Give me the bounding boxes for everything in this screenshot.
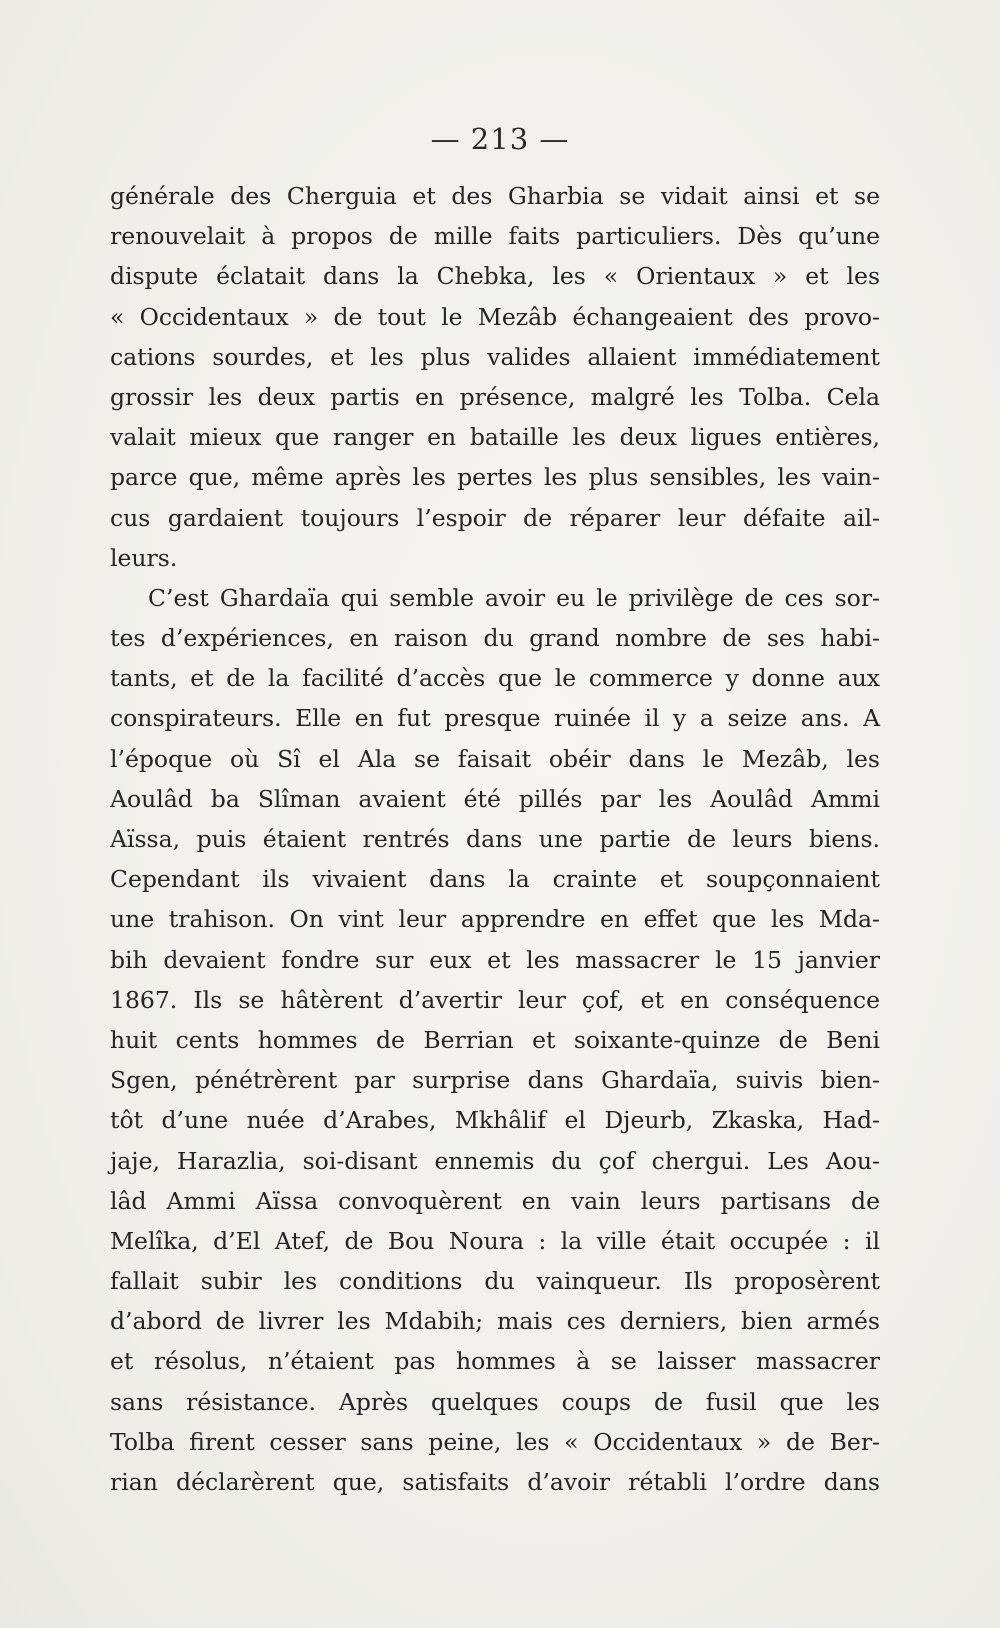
text-line: Aïssa, puis étaient rentrés dans une partie de leurs biens.	[110, 825, 880, 853]
text-line: tes d’expériences, en raison du grand nombre de ses habi-	[110, 624, 880, 653]
text-line: fallait subir les conditions du vainqueur. Ils proposèrent	[110, 1267, 880, 1296]
page-number: — 213 —	[430, 122, 570, 156]
text-line: Aoulâd ba Slîman avaient été pillés par les Aoulâd Ammi	[110, 784, 880, 813]
text-line: cations sourdes, et les plus valides allaient immédiatement	[110, 342, 880, 371]
text-line: dispute éclatait dans la Chebka, les « Orientaux » et les	[110, 262, 880, 291]
text-line: cus gardaient toujours l’espoir de réparer leur défaite ail-	[110, 503, 880, 532]
text-line: valait mieux que ranger en bataille les deux ligues entières,	[110, 423, 880, 452]
text-line: et résolus, n’étaient pas hommes à se laisser massacrer	[110, 1347, 880, 1376]
text-line: renouvelait à propos de mille faits particuliers. Dès qu’une	[110, 222, 880, 251]
text-line: Melîka, d’El Atef, de Bou Noura : la ville était occupée : il	[110, 1226, 880, 1255]
text-line: une trahison. On vint leur apprendre en effet que les Mda-	[110, 905, 880, 934]
text-line: Cependant ils vivaient dans la crainte et soupçonnaient	[110, 865, 880, 894]
text-line: leurs.	[110, 543, 178, 572]
text-line: d’abord de livrer les Mdabih; mais ces derniers, bien armés	[110, 1307, 880, 1336]
body-text	[110, 176, 880, 1502]
text-line: l’époque où Sî el Ala se faisait obéir dans le Mezâb, les	[110, 744, 880, 773]
text-line: « Occidentaux » de tout le Mezâb échangeaient des provo-	[110, 302, 880, 331]
text-line: tants, et de la facilité d’accès que le commerce y donne aux	[110, 664, 880, 693]
text-line: 1867. Ils se hâtèrent d’avertir leur çof, et en conséquence	[110, 985, 880, 1014]
text-line: jaje, Harazlia, soi-disant ennemis du çof chergui. Les Aou-	[110, 1146, 880, 1175]
text-line: grossir les deux partis en présence, malgré les Tolba. Cela	[110, 382, 880, 411]
text-line: générale des Cherguia et des Gharbia se vidait ainsi et se	[110, 182, 880, 210]
text-line: bih devaient fondre sur eux et les massacrer le 15 janvier	[110, 945, 880, 974]
text-line: sans résistance. Après quelques coups de fusil que les	[110, 1387, 880, 1416]
text-line: conspirateurs. Elle en fut presque ruinée il y a seize ans. A	[110, 704, 880, 733]
text-line: C’est Ghardaïa qui semble avoir eu le privilège de ces sor-	[148, 583, 880, 612]
text-line: Sgen, pénétrèrent par surprise dans Ghardaïa, suivis bien-	[110, 1066, 880, 1095]
text-line: huit cents hommes de Berrian et soixante-quinze de Beni	[110, 1025, 880, 1054]
text-line: lâd Ammi Aïssa convoquèrent en vain leurs partisans de	[110, 1186, 880, 1215]
text-line: parce que, même après les pertes les plus sensibles, les vain-	[110, 463, 880, 492]
text-line: tôt d’une nuée d’Arabes, Mkhâlif el Djeurb, Zkaska, Had-	[110, 1106, 880, 1135]
text-line: rian déclarèrent que, satisfaits d’avoir rétabli l’ordre dans	[110, 1468, 880, 1496]
text-line: Tolba firent cesser sans peine, les « Occidentaux » de Ber-	[110, 1427, 880, 1456]
